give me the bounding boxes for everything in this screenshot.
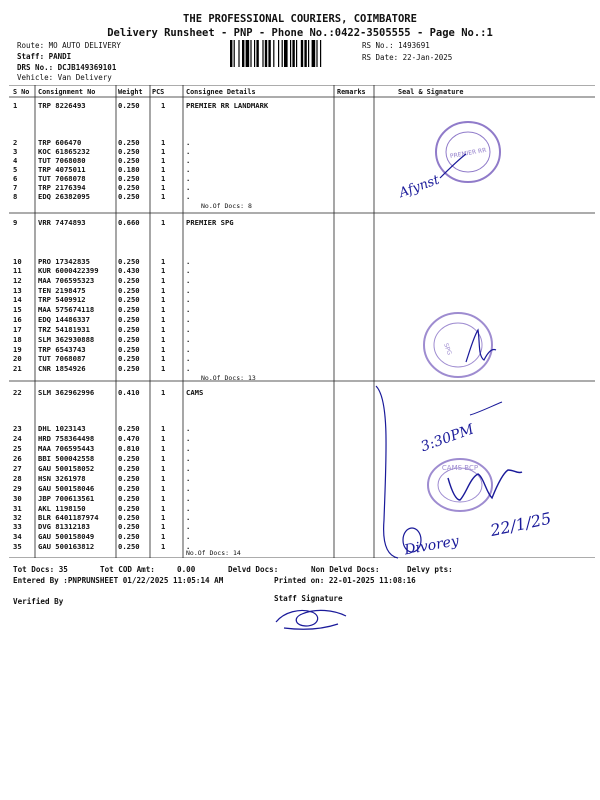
table-row-weight: 0.250 [118,364,140,373]
staff-signature-label: Staff Signature [274,594,343,603]
table-row-dot: . [186,138,191,147]
table-row-consignment: HRD 758364498 [38,434,95,443]
time-underline [470,402,502,415]
table-row-weight: 0.660 [118,218,140,227]
table-row-pcs: 1 [161,434,166,443]
table-row-weight: 0.810 [118,444,140,453]
table-row-pcs: 1 [161,266,166,275]
table-row-pcs: 1 [161,542,166,551]
total-cod-value: 0.00 [177,565,196,574]
group-doc-count: No.Of Docs: 14 [186,549,241,557]
header-remarks: Remarks [337,88,366,96]
table-row-consignment: TEN 2198475 [38,286,86,295]
table-row-pcs: 1 [161,504,166,513]
table-row-pcs: 1 [161,364,166,373]
staff-signature [276,610,346,629]
table-row-sno: 10 [13,257,22,266]
header-sno: S No [13,88,30,96]
table-row-pcs: 1 [161,424,166,433]
table-row-consignment: GAU 500158046 [38,484,95,493]
table-row-weight: 0.250 [118,454,140,463]
document-title: THE PROFESSIONAL COURIERS, COIMBATORE [183,13,417,25]
table-row-weight: 0.250 [118,101,140,110]
table-row-dot: . [186,522,191,531]
table-row-dot: . [186,504,191,513]
delivery-points: Delvy pts: [407,565,453,574]
table-row-consignment: BLR 6401187974 [38,513,99,522]
table-row-pcs: 1 [161,444,166,453]
table-row-consignment: TRP 4075011 [38,165,86,174]
delivered-docs: Delvd Docs: [228,565,279,574]
table-row-weight: 0.180 [118,165,140,174]
table-row-pcs: 1 [161,138,166,147]
table-row-weight: 0.250 [118,325,140,334]
table-row-dot: . [186,276,191,285]
table-row-dot: . [186,257,191,266]
stamp-2-text: SPG [442,342,453,357]
table-row-dot: . [186,295,191,304]
table-row-weight: 0.250 [118,354,140,363]
table-row-dot: . [186,345,191,354]
total-docs: Tot Docs: 35 [13,565,68,574]
table-row-dot: . [186,325,191,334]
table-row-weight: 0.250 [118,345,140,354]
table-row-consignment: PRO 17342835 [38,257,90,266]
table-row-dot: . [186,494,191,503]
drs-number: DRS No.: DCJB149369101 [17,63,117,72]
handwritten-date: 22/1/25 [488,508,553,541]
table-row-pcs: 1 [161,474,166,483]
signature-3-scribble [448,470,522,500]
document-subtitle: Delivery Runsheet - PNP - Phone No.:0422-3505555 - Page No.:1 [107,27,493,39]
group-doc-count: No.Of Docs: 13 [201,374,256,382]
handwritten-bracket [376,386,398,558]
table-row-consignment: JBP 700613561 [38,494,95,503]
table-row-sno: 32 [13,513,22,522]
consignee-name: PREMIER SPG [186,218,234,227]
table-row-sno: 34 [13,532,22,541]
table-row-weight: 0.250 [118,286,140,295]
table-row-dot: . [186,424,191,433]
table-row-sno: 31 [13,504,22,513]
table-row-dot: . [186,174,191,183]
table-row-pcs: 1 [161,513,166,522]
table-row-weight: 0.250 [118,257,140,266]
rs-date: RS Date: 22-Jan-2025 [362,53,453,62]
table-row-sno: 3 [13,147,18,156]
table-row-pcs: 1 [161,494,166,503]
consignee-name: PREMIER RR LANDMARK [186,101,269,110]
table-row-sno: 22 [13,388,22,397]
table-row-weight: 0.250 [118,295,140,304]
table-row-consignment: MAA 706595443 [38,444,95,453]
header-seal: Seal & Signature [398,88,464,96]
table-row-consignment: EDQ 26382095 [38,192,90,201]
table-row-consignment: HSN 3261978 [38,474,86,483]
table-row-pcs: 1 [161,218,166,227]
table-row-consignment: MAA 706595323 [38,276,95,285]
table-row-sno: 19 [13,345,22,354]
stamp-1-text: PREMIER RR [449,146,487,161]
table-row-pcs: 1 [161,315,166,324]
table-row-weight: 0.250 [118,513,140,522]
table-row-sno: 30 [13,494,22,503]
table-row-dot: . [186,542,191,551]
table-row-pcs: 1 [161,156,166,165]
table-row-weight: 0.250 [118,276,140,285]
entered-by: Entered By :PNPRUNSHEET 01/22/2025 11:05:14 AM [13,576,224,585]
table-row-consignment: DHL 1023143 [38,424,86,433]
table-row-consignment: KUR 6000422399 [38,266,99,275]
table-row-pcs: 1 [161,305,166,314]
table-row-sno: 13 [13,286,22,295]
table-row-dot: . [186,434,191,443]
table-row-weight: 0.250 [118,147,140,156]
table-row-sno: 1 [13,101,18,110]
table-row-pcs: 1 [161,335,166,344]
table-row-consignment: TRP 8226493 [38,101,86,110]
table-row-weight: 0.250 [118,532,140,541]
table-row-weight: 0.470 [118,434,140,443]
table-row-weight: 0.250 [118,156,140,165]
table-row-sno: 28 [13,474,22,483]
table-row-pcs: 1 [161,454,166,463]
table-row-dot: . [186,147,191,156]
rs-number: RS No.: 1493691 [362,41,430,50]
table-row-dot: . [186,532,191,541]
table-row-weight: 0.250 [118,484,140,493]
table-row-weight: 0.250 [118,305,140,314]
table-row-consignment: VRR 7474893 [38,218,86,227]
table-row-weight: 0.410 [118,388,140,397]
table-row-sno: 29 [13,484,22,493]
table-row-consignment: MAA 575674118 [38,305,95,314]
verified-by: Verified By [13,597,64,606]
table-row-consignment: GAU 500158049 [38,532,95,541]
table-row-weight: 0.250 [118,424,140,433]
non-delivered-docs: Non Delvd Docs: [311,565,380,574]
table-row-pcs: 1 [161,101,166,110]
table-row-pcs: 1 [161,464,166,473]
table-row-consignment: TUT 7068078 [38,174,86,183]
table-row-sno: 21 [13,364,22,373]
table-row-sno: 15 [13,305,22,314]
stamp-3-text: CAMS BCP [441,464,479,472]
table-row-consignment: EDQ 14486337 [38,315,90,324]
table-row-consignment: TUT 7068087 [38,354,86,363]
table-row-weight: 0.250 [118,138,140,147]
printed-on: Printed on: 22-01-2025 11:08:16 [274,576,416,585]
table-row-dot: . [186,474,191,483]
table-row-sno: 7 [13,183,18,192]
table-row-consignment: TRP 6543743 [38,345,86,354]
table-row-consignment: GAU 500163812 [38,542,95,551]
table-row-weight: 0.250 [118,474,140,483]
header-consignee: Consignee Details [186,88,256,96]
table-row-sno: 8 [13,192,18,201]
table-row-sno: 11 [13,266,22,275]
header-weight: Weight [118,88,143,96]
table-row-sno: 20 [13,354,22,363]
table-row-dot: . [186,484,191,493]
table-row-dot: . [186,156,191,165]
table-row-weight: 0.250 [118,183,140,192]
table-row-pcs: 1 [161,325,166,334]
table-row-pcs: 1 [161,147,166,156]
route-label: Route: MO AUTO DELIVERY [17,41,121,50]
signature-1: Afynst [397,172,442,201]
table-row-pcs: 1 [161,522,166,531]
table-row-pcs: 1 [161,532,166,541]
table-row-weight: 0.250 [118,315,140,324]
table-row-weight: 0.250 [118,335,140,344]
consignee-name: CAMS [186,388,204,397]
table-row-weight: 0.250 [118,494,140,503]
table-row-consignment: AKL 1198150 [38,504,86,513]
table-row-sno: 24 [13,434,22,443]
table-row-consignment: TRP 606470 [38,138,82,147]
table-row-dot: . [186,464,191,473]
table-row-pcs: 1 [161,257,166,266]
table-row-dot: . [186,165,191,174]
total-cod-label: Tot COD Amt: [100,565,155,574]
table-row-consignment: GAU 500158052 [38,464,95,473]
table-row-dot: . [186,286,191,295]
table-row-sno: 35 [13,542,22,551]
table-row-weight: 0.250 [118,464,140,473]
table-row-dot: . [186,335,191,344]
table-row-dot: . [186,315,191,324]
table-row-consignment: TUT 7068080 [38,156,86,165]
table-row-dot: . [186,305,191,314]
table-row-sno: 18 [13,335,22,344]
table-row-pcs: 1 [161,345,166,354]
table-row-pcs: 1 [161,174,166,183]
stamp-2 [424,313,492,377]
table-row-sno: 26 [13,454,22,463]
table-row-sno: 12 [13,276,22,285]
header-pcs: PCS [152,88,165,96]
table-row-consignment: KOC 61865232 [38,147,90,156]
table-row-dot: . [186,454,191,463]
table-row-consignment: CNR 1854926 [38,364,86,373]
table-row-pcs: 1 [161,295,166,304]
table-row-consignment: SLM 362930888 [38,335,95,344]
table-row-sno: 5 [13,165,18,174]
vehicle-label: Vehicle: Van Delivery [17,73,112,82]
table-row-dot: . [186,364,191,373]
table-row-consignment: TRZ 54181931 [38,325,90,334]
table-row-weight: 0.250 [118,192,140,201]
group-doc-count: No.Of Docs: 8 [201,202,252,210]
stamp-3 [428,459,492,511]
header-consignment: Consignment No [38,88,96,96]
table-row-pcs: 1 [161,165,166,174]
table-row-pcs: 1 [161,388,166,397]
table-row-sno: 33 [13,522,22,531]
table-row-pcs: 1 [161,484,166,493]
table-row-sno: 16 [13,315,22,324]
signature-name: Divorey [403,533,461,559]
table-row-weight: 0.250 [118,542,140,551]
table-row-pcs: 1 [161,192,166,201]
table-row-weight: 0.430 [118,266,140,275]
staff-label: Staff: PANDI [17,52,72,61]
table-row-dot: . [186,354,191,363]
table-row-dot: . [186,192,191,201]
table-row-dot: . [186,183,191,192]
table-row-pcs: 1 [161,276,166,285]
table-row-sno: 27 [13,464,22,473]
table-row-weight: 0.250 [118,174,140,183]
table-row-weight: 0.250 [118,504,140,513]
table-row-sno: 14 [13,295,22,304]
table-row-pcs: 1 [161,354,166,363]
table-row-sno: 9 [13,218,18,227]
table-row-sno: 4 [13,156,18,165]
table-row-weight: 0.250 [118,522,140,531]
table-row-sno: 6 [13,174,18,183]
table-row-consignment: TRP 5409912 [38,295,86,304]
table-row-pcs: 1 [161,286,166,295]
table-row-consignment: BBI 500042558 [38,454,95,463]
table-row-consignment: TRP 2176394 [38,183,86,192]
table-row-consignment: DVG 81312183 [38,522,90,531]
table-row-sno: 17 [13,325,22,334]
handwritten-time: 3:30PM [418,421,477,456]
table-row-sno: 25 [13,444,22,453]
table-row-dot: . [186,444,191,453]
table-row-sno: 23 [13,424,22,433]
table-row-sno: 2 [13,138,18,147]
table-row-dot: . [186,266,191,275]
table-row-pcs: 1 [161,183,166,192]
table-row-consignment: SLM 362962996 [38,388,95,397]
table-row-dot: . [186,513,191,522]
